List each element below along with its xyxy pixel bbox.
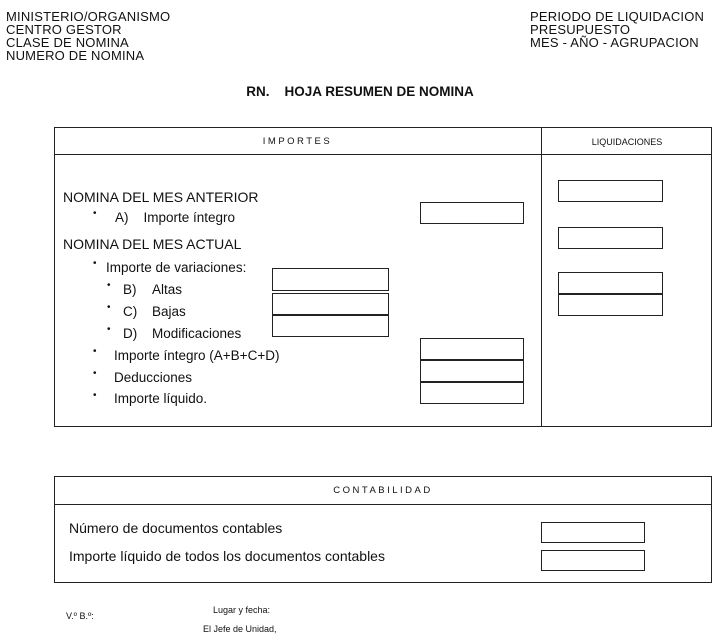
liquidaciones-altas-field[interactable] <box>558 294 663 316</box>
deducciones-label: Deducciones <box>114 370 193 385</box>
importe-integro-a-label: A) Importe íntegro <box>115 210 236 225</box>
actual-heading: NOMINA DEL MES ACTUAL <box>63 236 242 252</box>
num-docs-label: Número de documentos contables <box>69 520 283 536</box>
liquidaciones-actual-field[interactable] <box>558 227 663 249</box>
importe-docs-label: Importe líquido de todos los documentos contables <box>69 548 385 564</box>
liquidaciones-anterior-field[interactable] <box>558 180 663 202</box>
anterior-heading: NOMINA DEL MES ANTERIOR <box>63 189 259 205</box>
column-divider <box>541 127 542 427</box>
header-right <box>530 10 704 49</box>
liquidaciones-header: LIQUIDACIONES <box>591 137 663 147</box>
importe-liquido-label: Importe líquido. <box>114 391 208 406</box>
header-presupuesto: PRESUPUESTO <box>530 22 631 37</box>
bullet: • <box>93 258 97 269</box>
modificaciones-letter: D) <box>123 326 138 341</box>
header-clase-nomina: CLASE DE NOMINA <box>6 35 129 50</box>
variaciones-total-field[interactable] <box>272 268 389 291</box>
altas-label: Altas <box>152 282 183 297</box>
num-docs-field[interactable] <box>541 522 645 543</box>
importe-docs-field[interactable] <box>541 550 645 571</box>
vobo-label: V.º B.º: <box>66 611 94 621</box>
header-numero-nomina: NUMERO DE NOMINA <box>6 48 145 63</box>
variaciones-label: Importe de variaciones: <box>106 260 247 275</box>
deducciones-field[interactable] <box>420 360 524 382</box>
bullet: • <box>93 208 97 219</box>
page-title: RN. HOJA RESUMEN DE NOMINA <box>246 84 474 99</box>
header-rule <box>54 154 712 155</box>
contabilidad-rule <box>54 504 712 505</box>
importe-integro-a-field[interactable] <box>420 202 524 224</box>
header-left <box>6 10 170 62</box>
header-periodo: PERIODO DE LIQUIDACION <box>530 9 705 24</box>
header-ministry: MINISTERIO/ORGANISMO <box>6 9 171 24</box>
jefe-unidad-label: El Jefe de Unidad, <box>203 624 277 634</box>
contabilidad-header: CONTABILIDAD <box>333 485 433 496</box>
header-centro-gestor: CENTRO GESTOR <box>6 22 122 37</box>
importes-header: IMPORTES <box>262 136 333 147</box>
bajas-label: Bajas <box>152 304 186 319</box>
bullet: • <box>107 280 111 291</box>
header-mes-ano: MES - AÑO - AGRUPACION <box>530 35 699 50</box>
modificaciones-label: Modificaciones <box>152 326 242 341</box>
lugar-fecha-label: Lugar y fecha: <box>213 605 271 615</box>
altas-letter: B) <box>123 282 137 297</box>
bullet: • <box>93 390 97 401</box>
altas-field[interactable] <box>272 293 389 315</box>
bullet: • <box>107 324 111 335</box>
importe-liquido-field[interactable] <box>420 382 524 404</box>
bajas-letter: C) <box>123 304 138 319</box>
bajas-modificaciones-field[interactable] <box>272 315 389 337</box>
importe-integro-total-label: Importe íntegro (A+B+C+D) <box>114 348 280 363</box>
bullet: • <box>107 302 111 313</box>
bullet: • <box>93 368 97 379</box>
liquidaciones-variaciones-field[interactable] <box>558 272 663 294</box>
bullet: • <box>93 346 97 357</box>
importe-integro-total-field[interactable] <box>420 338 524 360</box>
